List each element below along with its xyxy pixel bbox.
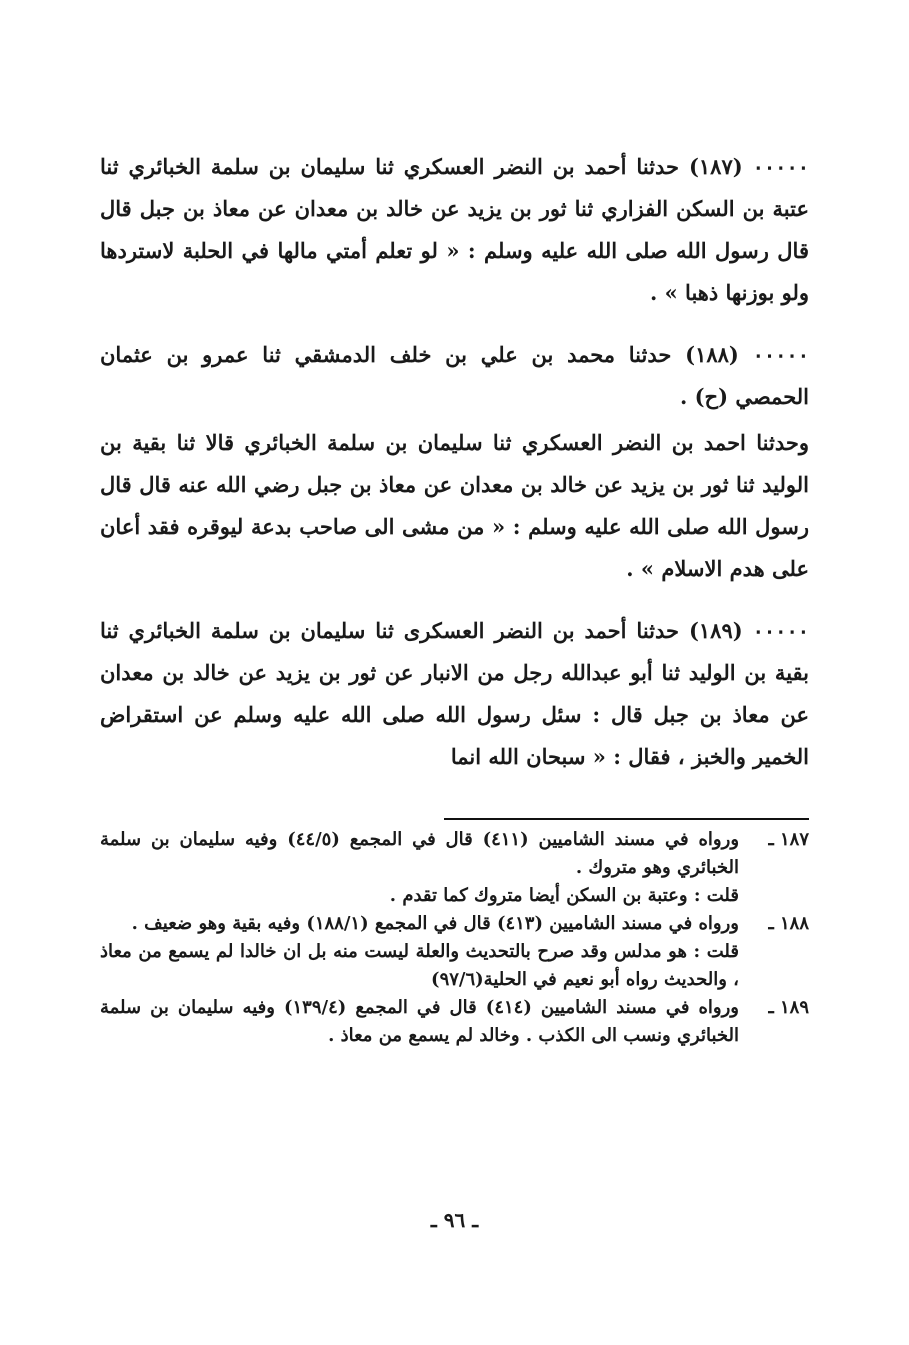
footnote-187 (100, 826, 809, 882)
footnote-number: ١٨٧ ـ (768, 829, 809, 850)
footnote-text: ورواه في مسند الشاميين (٤١٤) قال في المجمع (١٣٩/٤) وفيه سليمان بن سلمة الخبائري ونسب الى الكذب . وخالد لم يسمع من معاذ . (100, 997, 740, 1046)
hadith-188: وحدثنا احمد بن النضر العسكري ثنا سليمان بن سلمة الخبائري قالا ثنا بقية بن الوليد ثنا ثور بن يزيد عن خالد بن معدان عن معاذ بن جبل رضي الله عنه قال قال رسول الله صلى الله عليه وسلم : « من مشى الى صاحب بدعة ليوقره فقد أعان على هدم الاسلام » . (100, 430, 809, 581)
footnotes (100, 826, 809, 1050)
footnote-divider (444, 818, 809, 820)
footnote-text: ورواه في مسند الشاميين (٤١٣) قال في المجمع (١٨٨/١) وفيه بقية وهو ضعيف . (131, 913, 739, 934)
footnote-188 (100, 910, 809, 938)
footnote-number: ١٨٩ ـ (768, 997, 809, 1018)
footnote-text: ورواه في مسند الشاميين (٤١١) قال في المجمع (٤٤/٥) وفيه سليمان بن سلمة الخبائري وهو متروك . (100, 829, 740, 878)
hadith-189: ٠٠٠٠٠ (١٨٩) حدثنا أحمد بن النضر العسكرى ثنا سليمان بن سلمة الخبائري ثنا بقية بن الوليد ثنا أبو عبدالله رجل من الانبار عن ثور بن يزيد عن خالد بن معدان عن معاذ بن جبل قال : سئل رسول الله صلى الله عليه وسلم عن استقراض الخمير والخبز ، فقال : « سبحان الله انما (100, 618, 810, 769)
hadith-187: ٠٠٠٠٠ (١٨٧) حدثنا أحمد بن النضر العسكري ثنا سليمان بن سلمة الخبائري ثنا عتبة بن السكن الفزاري ثنا ثور بن يزيد عن خالد بن معدان عن معاذ بن جبل قال قال رسول الله صلى الله عليه وسلم : « لو تعلم أمتي مالها في الحلبة لاستردها ولو بوزنها ذهبا » . (100, 154, 810, 305)
footnote-comment: قلت : وعتبة بن السكن أيضا متروك كما تقدم . (389, 885, 739, 906)
main-text (100, 146, 809, 798)
footnote-189 (100, 994, 809, 1050)
page-number: ـ ٩٦ ـ (430, 1208, 479, 1232)
footnote-comment: قلت : هو مدلس وقد صرح بالتحديث والعلة ليست منه بل ان خالدا لم يسمع من معاذ ، والحديث رواه أبو نعيم في الحلية(٩٧/٦) (100, 941, 739, 990)
footnote-number: ١٨٨ ـ (768, 913, 809, 934)
hadith-188-chain: ٠٠٠٠٠ (١٨٨) حدثنا محمد بن علي بن خلف الدمشقي ثنا عمرو بن عثمان الحمصي (ح) . (100, 342, 809, 409)
